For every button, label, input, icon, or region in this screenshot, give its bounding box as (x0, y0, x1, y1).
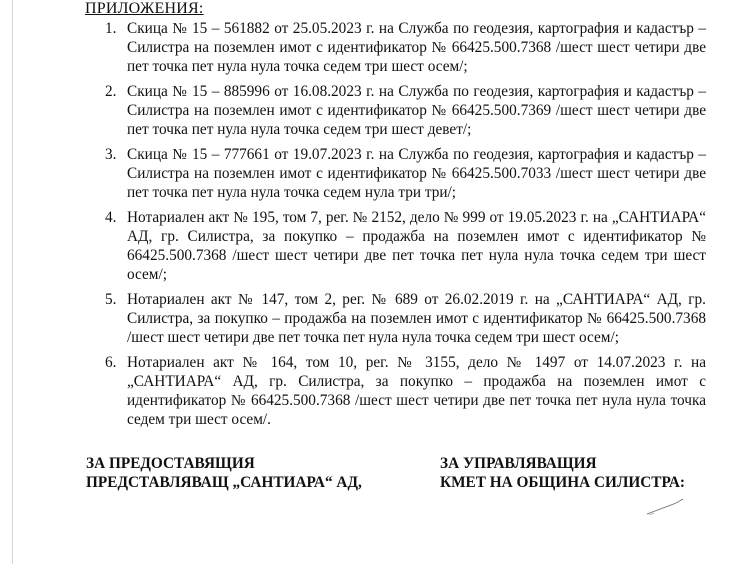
item-number: 3. (105, 146, 117, 163)
signature-provider-role: ПРЕДСТАВЛЯВАЩ „САНТИАРА“ АД, (86, 474, 362, 491)
signature-manager-role: КМЕТ НА ОБЩИНА СИЛИСТРА: (440, 474, 686, 491)
signature-block-provider (86, 454, 362, 492)
attachments-list (86, 19, 706, 435)
item-text: Скица № 15 – 885996 от 16.08.2023 г. на Служба по геодезия, картография и кадастър – Силистра на поземлен имот с идентификатор № 66425.500.7369 /шест шест четири две пет точка пет нула нула точка седем три шест девет/; (127, 83, 706, 138)
signature-manager-title: ЗА УПРАВЛЯВАЩИЯ (440, 455, 597, 472)
list-item (86, 82, 706, 139)
list-item (86, 19, 706, 76)
signature-block-manager (440, 454, 685, 492)
item-text: Нотариален акт № 195, том 7, рег. № 2152, дело № 999 от 19.05.2023 г. на „САНТИАРА“ АД, гр. Силистра, за покупко – продажба на поземлен имот с идентификатор № 66425.500.7368 /шест шест четири две пет точка пет нула нула точка седем три шест осем/; (127, 209, 706, 283)
item-number: 6. (105, 354, 117, 371)
signature-scribble-icon (645, 496, 685, 518)
list-item (86, 353, 706, 429)
item-number: 1. (105, 20, 117, 37)
item-text: Скица № 15 – 561882 от 25.05.2023 г. на Служба по геодезия, картография и кадастър – Силистра на поземлен имот с идентификатор № 66425.500.7368 /шест шест четири две пет точка пет нула нула точка седем три шест осем/; (127, 20, 706, 75)
item-number: 5. (105, 291, 117, 308)
item-text: Нотариален акт № 164, том 10, рег. № 3155, дело № 1497 от 14.07.2023 г. на „САНТИАРА“ АД, гр. Силистра, за покупко – продажба на поземлен имот с идентификатор № 66425.500.7368 /шест шест четири две пет точка пет нула нула точка седем три шест осем/. (127, 354, 706, 428)
attachments-heading: ПРИЛОЖЕНИЯ: (85, 0, 204, 17)
item-number: 4. (105, 209, 117, 226)
list-item (86, 290, 706, 347)
list-item (86, 208, 706, 284)
signature-provider-title: ЗА ПРЕДОСТАВЯЩИЯ (86, 455, 255, 472)
item-text: Нотариален акт № 147, том 2, рег. № 689 от 26.02.2019 г. на „САНТИАРА“ АД, гр. Силистра, за покупко – продажба на поземлен имот с идентификатор № 66425.500.7368 /шест шест четири две пет точка пет нула нула точка седем три шест осем/; (127, 291, 706, 346)
list-item (86, 145, 706, 202)
page-edge-line (12, 0, 13, 564)
item-number: 2. (105, 83, 117, 100)
item-text: Скица № 15 – 777661 от 19.07.2023 г. на Служба по геодезия, картография и кадастър – Силистра на поземлен имот с идентификатор № 66425.500.7033 /шест шест четири две пет точка пет нула нула точка седем нула три три/; (127, 146, 706, 201)
